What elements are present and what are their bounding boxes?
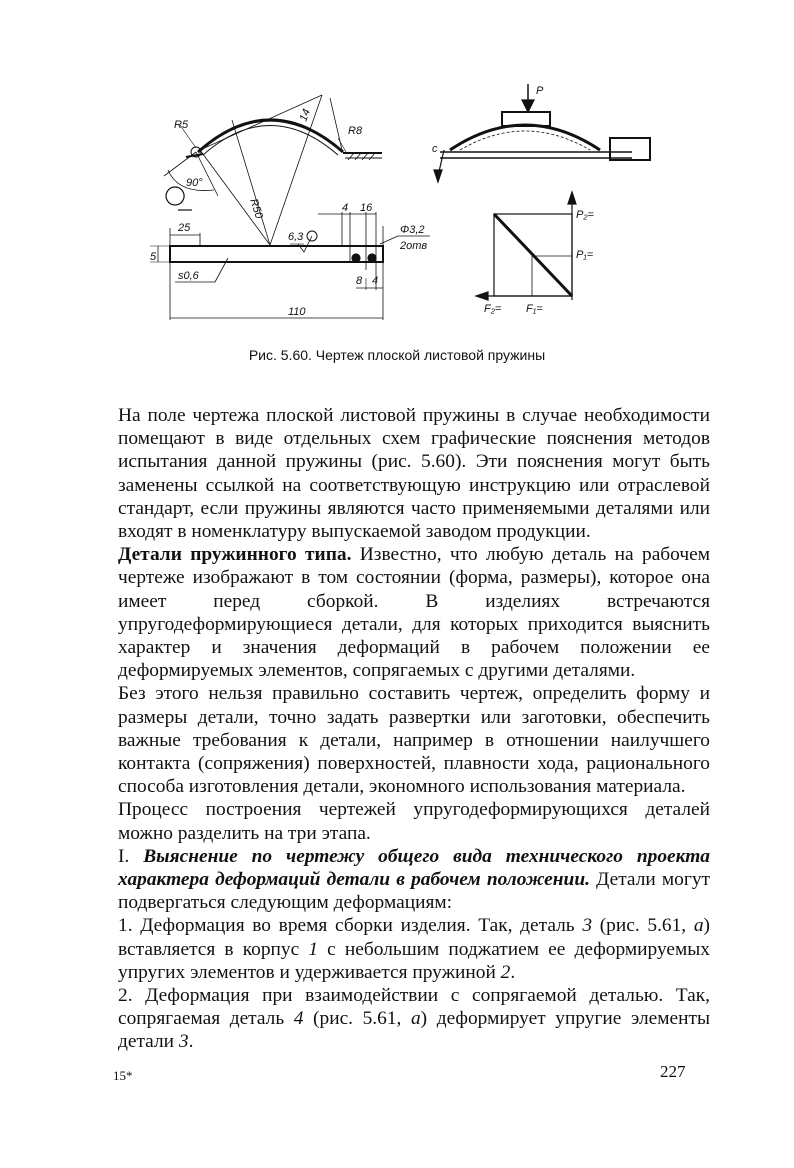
paragraph-text: На поле чертежа плоской листовой пружины в случае необходимости помещают в виде отдельных схем графические пояснения методов испытания данной пружины (рис. 5.60). Эти пояснения могут быть заменены ссылкой на соответствующую инструкцию или отраслевой стандарт, если пружины являются часто применяемыми деталями или входят в номенклатуру выпускаемой заводом продукции.: [118, 405, 710, 543]
paragraph-text: с небольшим поджатием ее деформируемых упругих элементов и удерживается пружиной: [118, 938, 710, 983]
figure-letter: а: [693, 915, 704, 937]
part-number: 3: [582, 915, 593, 937]
paragraph-text: 1. Деформация во время сборки изделия. Так, деталь: [118, 915, 583, 937]
label-holes-count: 2отв: [400, 240, 428, 252]
paragraph-text: ) деформирует упругие элементы детали: [118, 1008, 710, 1053]
bent-spring-view: [164, 95, 382, 245]
paragraph-text: Процесс построения чертежей упругодеформирующихся деталей можно разделить на три этапа.: [118, 799, 710, 844]
paragraph-text: Детали могут подвергаться следующим деформациям:: [118, 869, 710, 914]
label-p2: P₂=: [576, 209, 594, 221]
label-r50: R50: [247, 197, 265, 221]
label-angle90: 90°: [186, 177, 203, 189]
figure-letter: а: [410, 1008, 421, 1030]
part-number: 1: [308, 938, 319, 960]
label-dim25: 25: [178, 222, 191, 234]
part-number: 2: [500, 961, 511, 983]
body-text: [118, 404, 710, 1054]
paragraph-text: Известно, что любую деталь на рабочем чертеже изображают в том состоянии (форма, размеры), которое она имеет перед сборкой. В изделиях встречаются упругодеформирующиеся детали, для которых приходится выяснить характер и значения деформаций в рабочем положении ее деформируемых элементов, сопрягаемых с другими деталями.: [118, 544, 710, 682]
paragraph-text: (рис. 5.61,: [592, 915, 694, 937]
paragraph: [118, 798, 710, 844]
label-dim14: 14: [297, 107, 314, 124]
paragraph-text: Без этого нельзя правильно составить чертеж, определить форму и размеры детали, точно задать развертки или заготовки, обеспечить важные требования к детали, например в отношении наилучшего контакта (сопряжения) поверхностей, плавности хода, рационального способа изготовления детали, экономного использования материала.: [118, 683, 710, 798]
paragraph-text: .: [510, 961, 516, 983]
spring-drawing-figure: [0, 0, 794, 345]
label-roughness: 6,3: [288, 231, 304, 243]
paragraph-text: (рис. 5.61,: [303, 1008, 411, 1030]
paragraph-text: 2. Деформация при взаимодействии с сопрягаемой деталью. Так, сопрягаемая деталь: [118, 985, 710, 1030]
section-heading: Детали пружинного типа.: [118, 544, 352, 566]
label-c: c: [432, 143, 438, 155]
paragraph: [118, 845, 710, 915]
force-deflection-graph: [476, 192, 576, 300]
page-number: 227: [660, 1062, 686, 1081]
label-thickness: s0,6: [178, 270, 199, 282]
part-number: 4: [293, 1008, 304, 1030]
label-dim4: 4: [342, 202, 349, 214]
paragraph: [118, 404, 710, 543]
label-r5: R5: [174, 119, 189, 131]
paragraph-text: I.: [118, 845, 144, 867]
label-dim5: 5: [150, 251, 157, 263]
label-dim16: 16: [360, 202, 373, 214]
part-number: 3: [178, 1031, 189, 1053]
paragraph-text: .: [188, 1031, 194, 1053]
label-r8: R8: [348, 125, 363, 137]
label-p1: P₁=: [576, 249, 594, 261]
label-dim110: 110: [288, 306, 306, 318]
stage-heading: Выяснение по чертежу общего вида технического проекта характера деформаций детали в рабочем положении.: [118, 845, 710, 891]
label-f1: F₁=: [526, 303, 543, 315]
test-setup-view: [434, 84, 650, 182]
flat-strip-view: [150, 212, 430, 320]
label-dim4b: 4: [372, 275, 379, 287]
paragraph: [118, 543, 710, 682]
paragraph: [118, 914, 710, 984]
label-hole-diameter: Φ3,2: [400, 224, 425, 236]
paragraph-text: ) вставляется в корпус: [118, 915, 711, 960]
figure-caption: Рис. 5.60. Чертеж плоской листовой пружины: [248, 347, 546, 363]
label-force: P: [536, 85, 544, 97]
signature-mark: 15*: [113, 1068, 133, 1083]
label-dim8: 8: [356, 275, 363, 287]
paragraph: [118, 984, 710, 1054]
paragraph: [118, 682, 710, 798]
label-f2: F₂=: [484, 303, 502, 315]
